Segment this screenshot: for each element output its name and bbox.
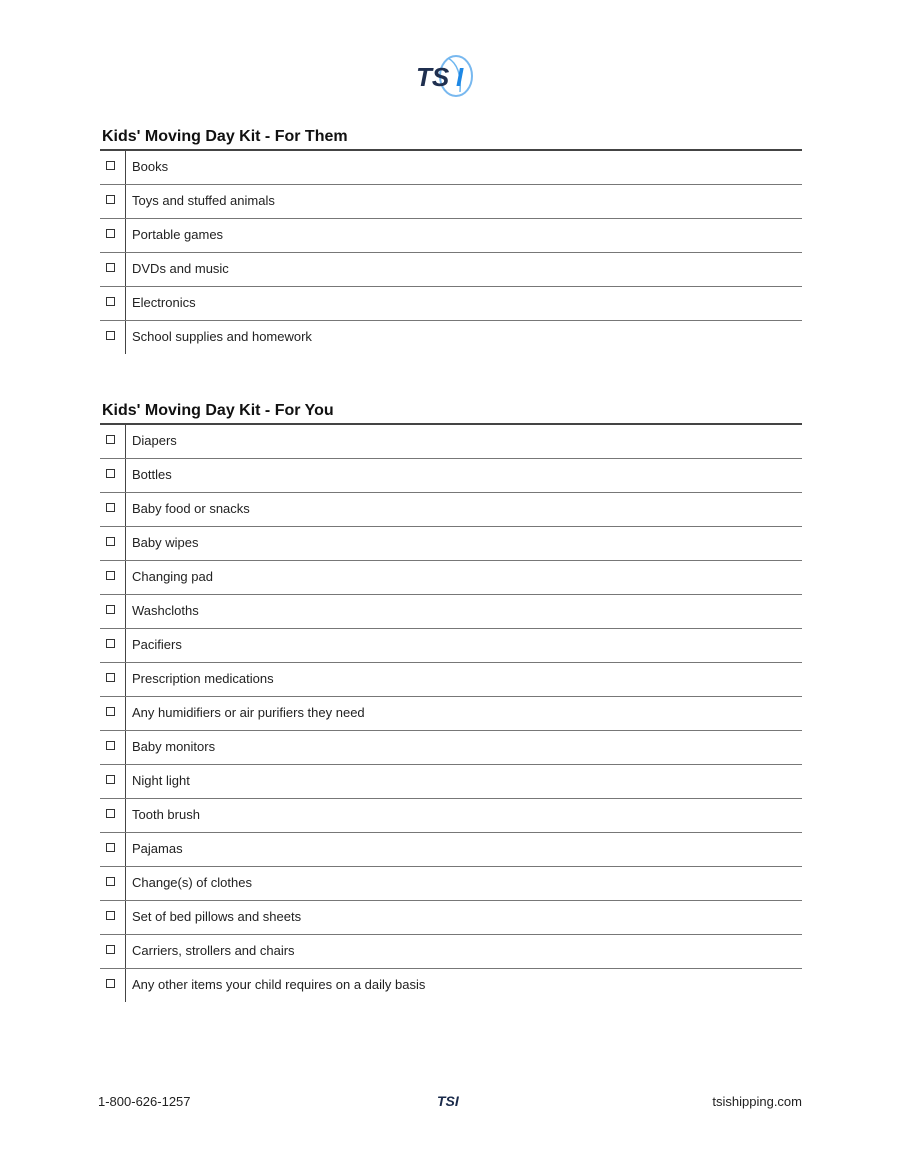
checklist-item <box>100 935 802 969</box>
checklist-item <box>100 253 802 287</box>
checklist-item-label: Electronics <box>132 295 196 310</box>
checkbox[interactable] <box>106 537 115 546</box>
row-divider <box>125 321 126 354</box>
checklist-item-label: Baby monitors <box>132 739 216 754</box>
checkbox[interactable] <box>106 503 115 512</box>
row-divider <box>125 561 126 594</box>
checkbox[interactable] <box>106 639 115 648</box>
checklist-item-label: Changing pad <box>132 569 213 584</box>
logo-text-ts: TS <box>416 62 450 92</box>
checklist-item <box>100 493 802 527</box>
row-divider <box>125 527 126 560</box>
checklist-item <box>100 697 802 731</box>
row-divider <box>125 595 126 628</box>
row-divider <box>125 459 126 492</box>
checkbox[interactable] <box>106 571 115 580</box>
checklist-item <box>100 867 802 901</box>
checklist-item-label: Pacifiers <box>132 637 182 652</box>
checklist-item <box>100 833 802 867</box>
row-divider <box>125 629 126 662</box>
row-divider <box>125 833 126 866</box>
checkbox[interactable] <box>106 195 115 204</box>
checkbox[interactable] <box>106 469 115 478</box>
checklist-item <box>100 629 802 663</box>
checklist-item-label: Diapers <box>132 433 177 448</box>
footer-brand: TSI <box>437 1093 459 1109</box>
section-title: Kids' Moving Day Kit - For Them <box>102 128 348 145</box>
checklist-item-label: Washcloths <box>132 603 199 618</box>
checkbox[interactable] <box>106 263 115 272</box>
checklist-item <box>100 287 802 321</box>
row-divider <box>125 219 126 252</box>
checkbox[interactable] <box>106 605 115 614</box>
checklist-item-label: Set of bed pillows and sheets <box>132 909 302 924</box>
tsi-logo-icon <box>412 52 492 102</box>
row-divider <box>125 731 126 764</box>
checkbox[interactable] <box>106 161 115 170</box>
row-divider <box>125 935 126 968</box>
checklist-item-label: DVDs and music <box>132 261 229 276</box>
tsi-logo <box>412 52 492 102</box>
row-divider <box>125 901 126 934</box>
checkbox[interactable] <box>106 435 115 444</box>
checkbox[interactable] <box>106 741 115 750</box>
row-divider <box>125 493 126 526</box>
checklist-item-label: Tooth brush <box>132 807 200 822</box>
checklist-item-label: Portable games <box>132 227 224 242</box>
checklist-item <box>100 527 802 561</box>
checklist-item <box>100 663 802 697</box>
footer-phone: 1-800-626-1257 <box>98 1094 191 1109</box>
checklist-item <box>100 901 802 935</box>
logo-text-i: I <box>456 62 464 92</box>
footer-website[interactable]: tsishipping.com <box>712 1094 802 1109</box>
checklist-item-label: Change(s) of clothes <box>132 875 252 890</box>
checklist <box>100 423 802 1002</box>
checklist-item <box>100 969 802 1002</box>
checkbox[interactable] <box>106 707 115 716</box>
checkbox[interactable] <box>106 229 115 238</box>
row-divider <box>125 799 126 832</box>
checklist-item <box>100 425 802 459</box>
checklist-item <box>100 185 802 219</box>
checklist-item-label: Night light <box>132 773 190 788</box>
checkbox[interactable] <box>106 945 115 954</box>
checklist-item-label: Any other items your child requires on a daily basis <box>132 977 426 992</box>
checklist-item-label: Carriers, strollers and chairs <box>132 943 295 958</box>
checklist-item-label: Baby wipes <box>132 535 199 550</box>
checklist-item-label: Bottles <box>132 467 172 482</box>
checklist-item-label: Prescription medications <box>132 671 274 686</box>
checklist-item-label: Baby food or snacks <box>132 501 250 516</box>
checklist-item <box>100 765 802 799</box>
section-for-them <box>100 127 802 354</box>
row-divider <box>125 765 126 798</box>
row-divider <box>125 287 126 320</box>
checkbox[interactable] <box>106 297 115 306</box>
section-title: Kids' Moving Day Kit - For You <box>102 402 334 419</box>
checklist-item <box>100 561 802 595</box>
checkbox[interactable] <box>106 843 115 852</box>
checkbox[interactable] <box>106 809 115 818</box>
checklist-item <box>100 321 802 354</box>
checklist-item <box>100 459 802 493</box>
checklist-item-label: Books <box>132 159 169 174</box>
checkbox[interactable] <box>106 331 115 340</box>
checklist-item <box>100 731 802 765</box>
checkbox[interactable] <box>106 911 115 920</box>
row-divider <box>125 969 126 1002</box>
checklist-item <box>100 595 802 629</box>
checkbox[interactable] <box>106 979 115 988</box>
row-divider <box>125 185 126 218</box>
row-divider <box>125 867 126 900</box>
row-divider <box>125 151 126 184</box>
checklist-item <box>100 799 802 833</box>
checklist-item <box>100 219 802 253</box>
row-divider <box>125 697 126 730</box>
checklist-item-label: Pajamas <box>132 841 183 856</box>
checklist <box>100 149 802 354</box>
row-divider <box>125 425 126 458</box>
checklist-item-label: School supplies and homework <box>132 329 312 344</box>
row-divider <box>125 253 126 286</box>
checklist-item-label: Any humidifiers or air purifiers they need <box>132 705 365 720</box>
checkbox[interactable] <box>106 775 115 784</box>
checkbox[interactable] <box>106 877 115 886</box>
row-divider <box>125 663 126 696</box>
section-for-you <box>100 401 802 1002</box>
checklist-item-label: Toys and stuffed animals <box>132 193 275 208</box>
checklist-item <box>100 151 802 185</box>
checkbox[interactable] <box>106 673 115 682</box>
